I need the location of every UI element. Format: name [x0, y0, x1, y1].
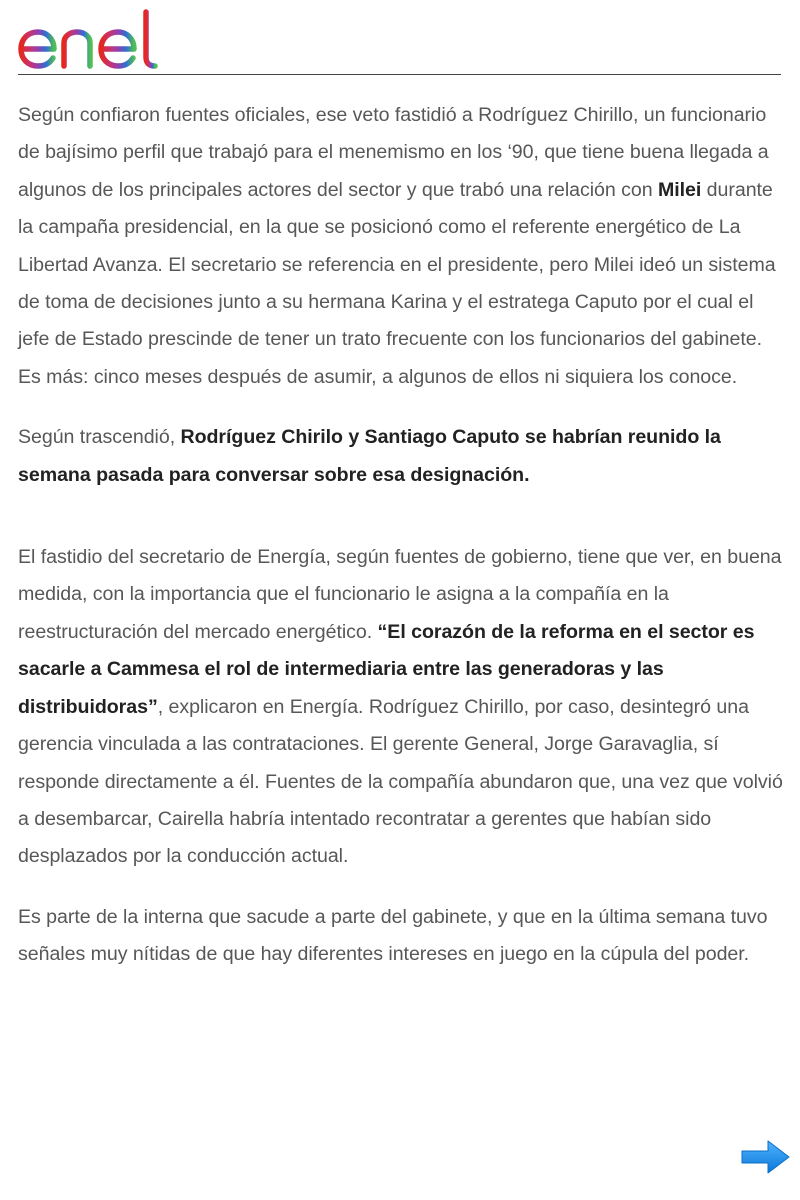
highlighted-statement: Rodríguez Chirilo y Santiago Caputo se habrían reunido la semana pasada para conversar sobre esa designación.: [18, 426, 721, 486]
arrow-right-icon: [738, 1138, 792, 1176]
paragraph-text: , explicaron en Energía. Rodríguez Chirillo, por caso, desintegró una gerencia vinculada a las contrataciones. El gerente General, Jorge Garavaglia, sí responde directamente a él. Fuentes de la compañía abundaron que, una vez que volvió a desembarcar, Cairella habría intentado recontratar a gerentes que habían sido desplazados por la conducción actual.: [18, 695, 783, 868]
enel-logo-graphic: [18, 8, 178, 70]
paragraph-text: El fastidio del secretario de Energía, según fuentes de gobierno, tiene que ver, en buena medida, con la importancia que el funcionario le asigna a la compañía en la reestructuración del mercado energético.: [18, 546, 782, 643]
article-paragraph-2: [18, 419, 784, 494]
paragraph-text: durante la campaña presidencial, en la que se posicionó como el referente energético de La Libertad Avanza. El secretario se referencia en el presidente, pero Milei ideó un sistema de toma de decisiones junto a su hermana Karina y el estratega Caputo por el cual el jefe de Estado prescinde de tener un trato frecuente con los funcionarios del gabinete. Es más: cinco meses después de asumir, a algunos de ellos ni siquiera los conoce.: [18, 178, 776, 388]
highlighted-name: Milei: [657, 178, 702, 201]
article-paragraph-4: [18, 899, 784, 974]
paragraph-text: Es parte de la interna que sacude a parte del gabinete, y que en la última semana tuvo señales muy nítidas de que hay diferentes intereses en juego en la cúpula del poder.: [18, 905, 768, 966]
enel-logo[interactable]: [18, 8, 178, 70]
paragraph-text: Según trascendió,: [18, 426, 181, 449]
site-header: [18, 8, 781, 75]
highlighted-quote: “El corazón de la reforma en el sector es sacarle a Cammesa el rol de intermediaria entre las generadoras y las distribuidoras”: [18, 620, 755, 718]
article-paragraph-1: [18, 97, 784, 396]
paragraph-text: Según confiaron fuentes oficiales, ese veto fastidió a Rodríguez Chirillo, un funcionario de bajísimo perfil que trabajó para el menemismo en los ‘90, que tiene buena llegada a algunos de los principales actores del sector y que trabó una relación con: [18, 104, 769, 201]
article-paragraph-3: [18, 539, 784, 876]
article-body: [18, 97, 784, 974]
next-page-button[interactable]: [738, 1138, 792, 1176]
